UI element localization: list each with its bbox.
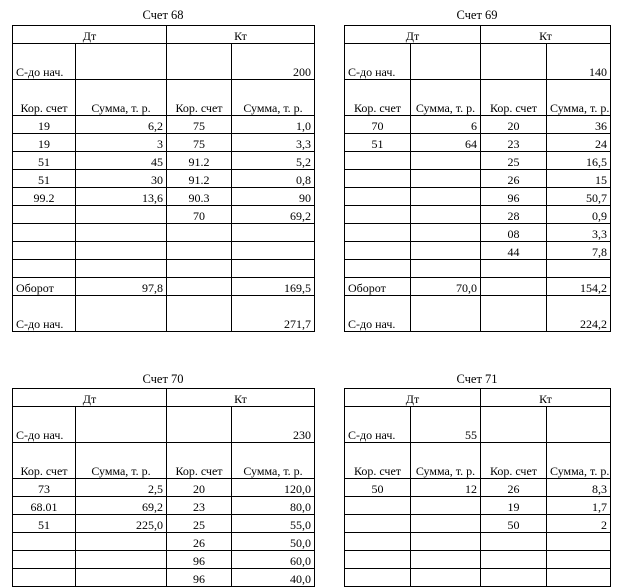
- debit-amount: [411, 224, 481, 242]
- account-70: [12, 372, 314, 586]
- closing-balance-credit: 271,7: [232, 296, 315, 332]
- entry-row: [13, 134, 315, 152]
- t-account-table: [344, 25, 611, 332]
- credit-corr-account: 25: [167, 515, 232, 533]
- credit-header: Кт: [167, 26, 315, 44]
- debit-corr-account: 99.2: [13, 188, 76, 206]
- amount-header: Сумма, т. р.: [411, 80, 481, 116]
- debit-header: Дт: [345, 389, 481, 407]
- debit-corr-account: 73: [13, 479, 76, 497]
- entry-row: [345, 170, 611, 188]
- entry-row: [13, 116, 315, 134]
- closing-balance-label: С-до нач.: [13, 296, 76, 332]
- debit-amount: 13,6: [76, 188, 167, 206]
- debit-amount: [411, 188, 481, 206]
- credit-header: Кт: [481, 389, 611, 407]
- debit-corr-account: [345, 152, 411, 170]
- credit-amount: [232, 242, 315, 260]
- entry-row: [345, 497, 611, 515]
- credit-amount: 36: [547, 116, 611, 134]
- debit-corr-account: 51: [13, 152, 76, 170]
- account-69: [344, 8, 610, 338]
- amount-header: Сумма, т. р.: [232, 443, 315, 479]
- turnover-label: Оборот: [13, 278, 76, 296]
- account-title: Счет 71: [456, 372, 498, 386]
- credit-amount: 3,3: [547, 224, 611, 242]
- debit-corr-account: [345, 497, 411, 515]
- opening-balance-label: С-до нач.: [345, 44, 411, 80]
- opening-balance-credit: 200: [232, 44, 315, 80]
- entry-row: [345, 242, 611, 260]
- credit-amount: [547, 260, 611, 278]
- account-title: Счет 68: [142, 8, 184, 22]
- entry-row: [13, 224, 315, 242]
- credit-amount: 55,0: [232, 515, 315, 533]
- debit-corr-account: [345, 188, 411, 206]
- entry-row: [13, 551, 315, 569]
- debit-corr-account: [345, 242, 411, 260]
- amount-header: Сумма, т. р.: [547, 80, 611, 116]
- entry-row: [13, 188, 315, 206]
- debit-amount: [411, 206, 481, 224]
- debit-amount: [411, 551, 481, 569]
- entry-row: [13, 515, 315, 533]
- entry-row: [13, 206, 315, 224]
- debit-corr-account: [13, 551, 76, 569]
- credit-amount: [232, 260, 315, 278]
- debit-corr-account: 68.01: [13, 497, 76, 515]
- credit-amount: 50,7: [547, 188, 611, 206]
- credit-amount: 8,3: [547, 479, 611, 497]
- debit-amount: [411, 497, 481, 515]
- credit-corr-account: [481, 260, 547, 278]
- credit-corr-account: 96: [481, 188, 547, 206]
- debit-corr-account: [345, 170, 411, 188]
- credit-amount: 1,7: [547, 497, 611, 515]
- amount-header: Сумма, т. р.: [232, 80, 315, 116]
- closing-balance-debit: [411, 296, 481, 332]
- credit-corr-account: 23: [481, 134, 547, 152]
- credit-corr-account: 23: [167, 497, 232, 515]
- credit-amount: 5,2: [232, 152, 315, 170]
- debit-amount: [76, 551, 167, 569]
- credit-corr-account: 26: [481, 479, 547, 497]
- debit-corr-account: [345, 551, 411, 569]
- debit-corr-account: 70: [345, 116, 411, 134]
- amount-header: Сумма, т. р.: [547, 443, 611, 479]
- debit-corr-account: [345, 260, 411, 278]
- debit-amount: 225,0: [76, 515, 167, 533]
- opening-balance-debit: [76, 407, 167, 443]
- entry-row: [345, 479, 611, 497]
- entry-row: [13, 170, 315, 188]
- turnover-debit: 97,8: [76, 278, 167, 296]
- debit-corr-account: 50: [345, 479, 411, 497]
- debit-corr-account: [13, 260, 76, 278]
- entry-row: [13, 479, 315, 497]
- debit-amount: [411, 152, 481, 170]
- credit-amount: 69,2: [232, 206, 315, 224]
- amount-header: Сумма, т. р.: [76, 80, 167, 116]
- credit-amount: 40,0: [232, 569, 315, 587]
- credit-amount: 15: [547, 170, 611, 188]
- corr-account-header: Кор. счет: [481, 80, 547, 116]
- credit-corr-account: [167, 260, 232, 278]
- entry-row: [13, 242, 315, 260]
- credit-header: Кт: [167, 389, 315, 407]
- entry-row: [345, 134, 611, 152]
- credit-corr-account: 75: [167, 116, 232, 134]
- entry-row: [13, 152, 315, 170]
- credit-corr-account: 91.2: [167, 152, 232, 170]
- closing-balance-debit: [76, 296, 167, 332]
- opening-balance-label: С-до нач.: [13, 407, 76, 443]
- corr-account-header: Кор. счет: [167, 443, 232, 479]
- debit-corr-account: [13, 224, 76, 242]
- credit-corr-account: 25: [481, 152, 547, 170]
- credit-amount: 0,9: [547, 206, 611, 224]
- debit-corr-account: 19: [13, 134, 76, 152]
- credit-corr-account: 70: [167, 206, 232, 224]
- credit-corr-account: 50: [481, 515, 547, 533]
- closing-balance-label: С-до нач.: [345, 296, 411, 332]
- opening-balance-label: С-до нач.: [13, 44, 76, 80]
- account-title: Счет 70: [142, 372, 184, 386]
- turnover-debit: 70,0: [411, 278, 481, 296]
- credit-amount: 16,5: [547, 152, 611, 170]
- credit-corr-account: 96: [167, 551, 232, 569]
- debit-corr-account: [345, 224, 411, 242]
- credit-corr-account: 28: [481, 206, 547, 224]
- credit-corr-account: [481, 551, 547, 569]
- debit-amount: [76, 224, 167, 242]
- account-title: Счет 69: [456, 8, 498, 22]
- credit-corr-account: [167, 242, 232, 260]
- entry-row: [345, 260, 611, 278]
- opening-balance-credit: 230: [232, 407, 315, 443]
- debit-corr-account: 51: [13, 170, 76, 188]
- debit-amount: [411, 533, 481, 551]
- account-71: [344, 372, 610, 582]
- turnover-credit: 154,2: [547, 278, 611, 296]
- debit-header: Дт: [345, 26, 481, 44]
- credit-amount: 1,0: [232, 116, 315, 134]
- debit-amount: 30: [76, 170, 167, 188]
- credit-corr-account: 26: [481, 170, 547, 188]
- opening-balance-debit: [411, 44, 481, 80]
- credit-amount: [547, 533, 611, 551]
- t-account-table: [12, 388, 315, 587]
- credit-corr-account: 26: [167, 533, 232, 551]
- credit-corr-account: 20: [167, 479, 232, 497]
- opening-balance-credit: [547, 407, 611, 443]
- credit-amount: 90: [232, 188, 315, 206]
- account-68: [12, 8, 314, 338]
- credit-amount: 80,0: [232, 497, 315, 515]
- debit-amount: 69,2: [76, 497, 167, 515]
- credit-amount: [232, 224, 315, 242]
- debit-amount: [76, 242, 167, 260]
- debit-amount: 64: [411, 134, 481, 152]
- corr-account-header: Кор. счет: [167, 80, 232, 116]
- credit-corr-account: 44: [481, 242, 547, 260]
- turnover-credit: 169,5: [232, 278, 315, 296]
- credit-amount: 24: [547, 134, 611, 152]
- debit-corr-account: 51: [345, 134, 411, 152]
- credit-corr-account: 08: [481, 224, 547, 242]
- credit-corr-account: 75: [167, 134, 232, 152]
- credit-amount: 2: [547, 515, 611, 533]
- debit-corr-account: 51: [13, 515, 76, 533]
- entry-row: [13, 260, 315, 278]
- debit-amount: 12: [411, 479, 481, 497]
- entry-row: [345, 551, 611, 569]
- debit-corr-account: 19: [13, 116, 76, 134]
- corr-account-header: Кор. счет: [345, 443, 411, 479]
- credit-amount: 60,0: [232, 551, 315, 569]
- debit-amount: [76, 533, 167, 551]
- entry-row: [345, 206, 611, 224]
- entry-row: [345, 116, 611, 134]
- debit-header: Дт: [13, 389, 167, 407]
- entry-row: [345, 188, 611, 206]
- debit-amount: 45: [76, 152, 167, 170]
- debit-corr-account: [345, 515, 411, 533]
- credit-amount: [547, 551, 611, 569]
- credit-corr-account: 91.2: [167, 170, 232, 188]
- debit-corr-account: [345, 206, 411, 224]
- debit-amount: 3: [76, 134, 167, 152]
- debit-corr-account: [13, 533, 76, 551]
- debit-amount: 2,5: [76, 479, 167, 497]
- debit-amount: [76, 260, 167, 278]
- entry-row: [345, 224, 611, 242]
- t-account-table: [12, 25, 315, 332]
- credit-corr-account: [481, 533, 547, 551]
- credit-corr-account: 19: [481, 497, 547, 515]
- credit-corr-account: 20: [481, 116, 547, 134]
- amount-header: Сумма, т. р.: [76, 443, 167, 479]
- debit-amount: 6,2: [76, 116, 167, 134]
- opening-balance-label: С-до нач.: [345, 407, 411, 443]
- credit-header: Кт: [481, 26, 611, 44]
- debit-amount: [411, 260, 481, 278]
- entry-row: [13, 533, 315, 551]
- entry-row: [345, 152, 611, 170]
- credit-amount: 0,8: [232, 170, 315, 188]
- corr-account-header: Кор. счет: [13, 443, 76, 479]
- debit-amount: [411, 170, 481, 188]
- corr-account-header: Кор. счет: [345, 80, 411, 116]
- entry-row: [13, 497, 315, 515]
- credit-amount: 7,8: [547, 242, 611, 260]
- opening-balance-credit: 140: [547, 44, 611, 80]
- amount-header: Сумма, т. р.: [411, 443, 481, 479]
- credit-corr-account: [167, 224, 232, 242]
- debit-amount: [411, 242, 481, 260]
- credit-corr-account: 90.3: [167, 188, 232, 206]
- debit-header: Дт: [13, 26, 167, 44]
- opening-balance-debit: [76, 44, 167, 80]
- debit-corr-account: [345, 533, 411, 551]
- credit-corr-account: 96: [167, 569, 232, 587]
- debit-amount: [76, 206, 167, 224]
- entry-row: [345, 533, 611, 551]
- closing-balance-credit: 224,2: [547, 296, 611, 332]
- debit-corr-account: [13, 206, 76, 224]
- debit-amount: [411, 515, 481, 533]
- turnover-label: Оборот: [345, 278, 411, 296]
- corr-account-header: Кор. счет: [13, 80, 76, 116]
- corr-account-header: Кор. счет: [481, 443, 547, 479]
- t-account-table: [344, 388, 611, 587]
- credit-amount: 50,0: [232, 533, 315, 551]
- credit-amount: 3,3: [232, 134, 315, 152]
- opening-balance-debit: 55: [411, 407, 481, 443]
- debit-corr-account: [13, 242, 76, 260]
- entry-row: [345, 515, 611, 533]
- credit-amount: 120,0: [232, 479, 315, 497]
- debit-amount: 6: [411, 116, 481, 134]
